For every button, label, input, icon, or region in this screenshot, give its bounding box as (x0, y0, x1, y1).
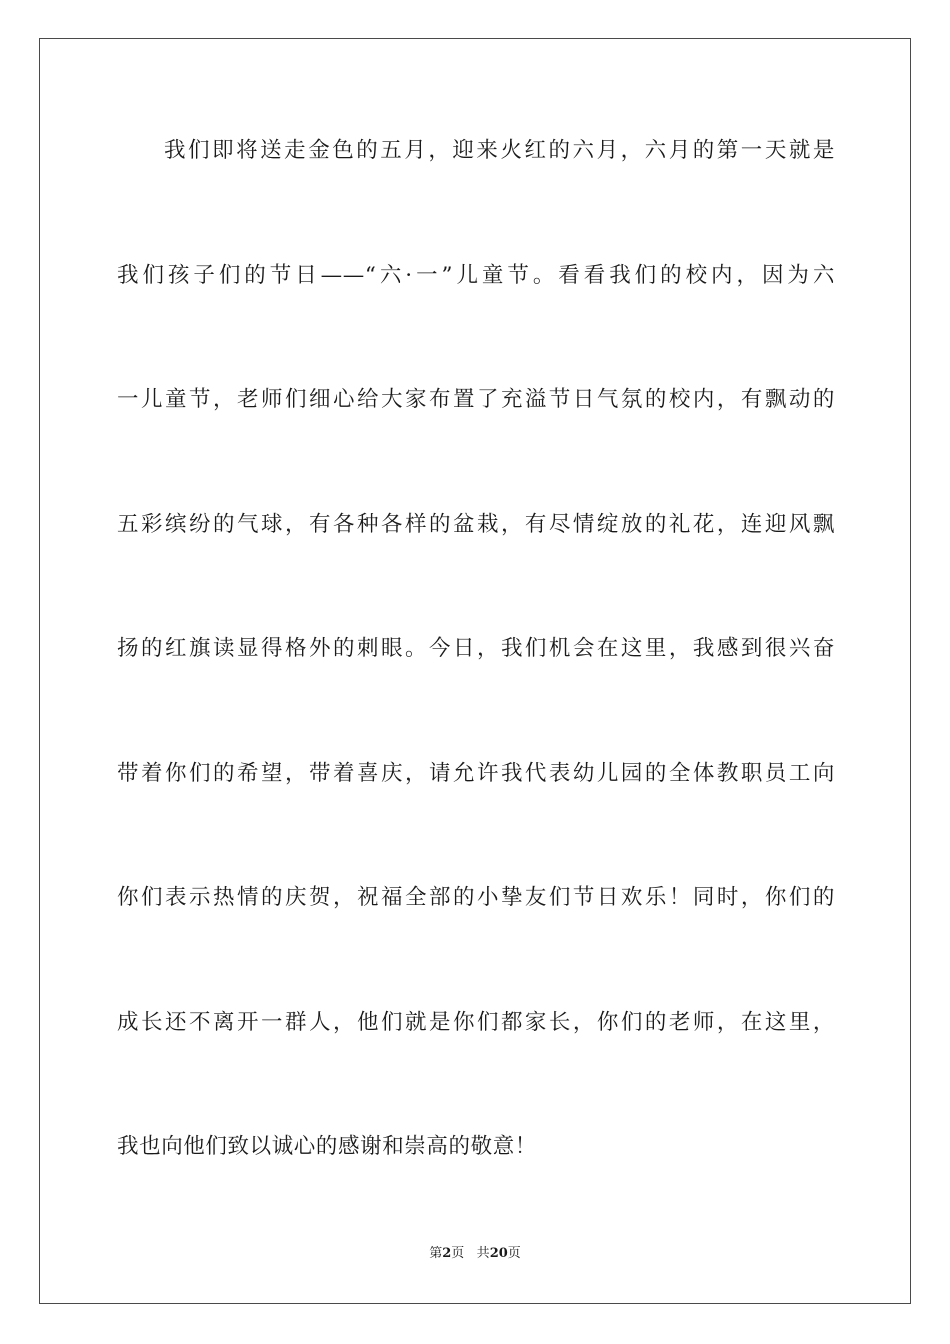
paragraph-line-1: 我们即将送走金色的五月，迎来火红的六月，六月的第一天就是 (164, 138, 835, 163)
page-border (39, 38, 911, 1304)
footer-page-suffix: 页 (451, 1246, 465, 1261)
paragraph-line-7: 你们表示热情的庆贺，祝福全部的小挚友们节日欢乐！同时，你们的 (117, 885, 835, 910)
paragraph-line-4: 五彩缤纷的气球，有各种各样的盆栽，有尽情绽放的礼花，连迎风飘 (117, 512, 835, 537)
footer-page-number: 2 (442, 1246, 452, 1261)
footer-total-suffix: 页 (507, 1246, 521, 1261)
paragraph-line-3: 一儿童节，老师们细心给大家布置了充溢节日气氛的校内，有飘动的 (117, 387, 835, 412)
paragraph-line-6: 带着你们的希望，带着喜庆，请允许我代表幼儿园的全体教职员工向 (117, 761, 835, 786)
paragraph-line-5: 扬的红旗读显得格外的刺眼。今日，我们机会在这里，我感到很兴奋 (117, 636, 835, 661)
footer-page-prefix: 第 (429, 1246, 443, 1261)
footer-total-prefix: 共 (476, 1246, 490, 1261)
paragraph-line-2: 我们孩子们的节日——“六·一”儿童节。看看我们的校内，因为六 (117, 263, 835, 288)
footer-total-pages: 20 (489, 1246, 508, 1261)
paragraph-line-8: 成长还不离开一群人，他们就是你们都家长，你们的老师，在这里， (117, 1010, 835, 1035)
page-footer (0, 1244, 950, 1264)
paragraph-line-9: 我也向他们致以诚心的感谢和崇高的敬意！ (117, 1134, 537, 1159)
